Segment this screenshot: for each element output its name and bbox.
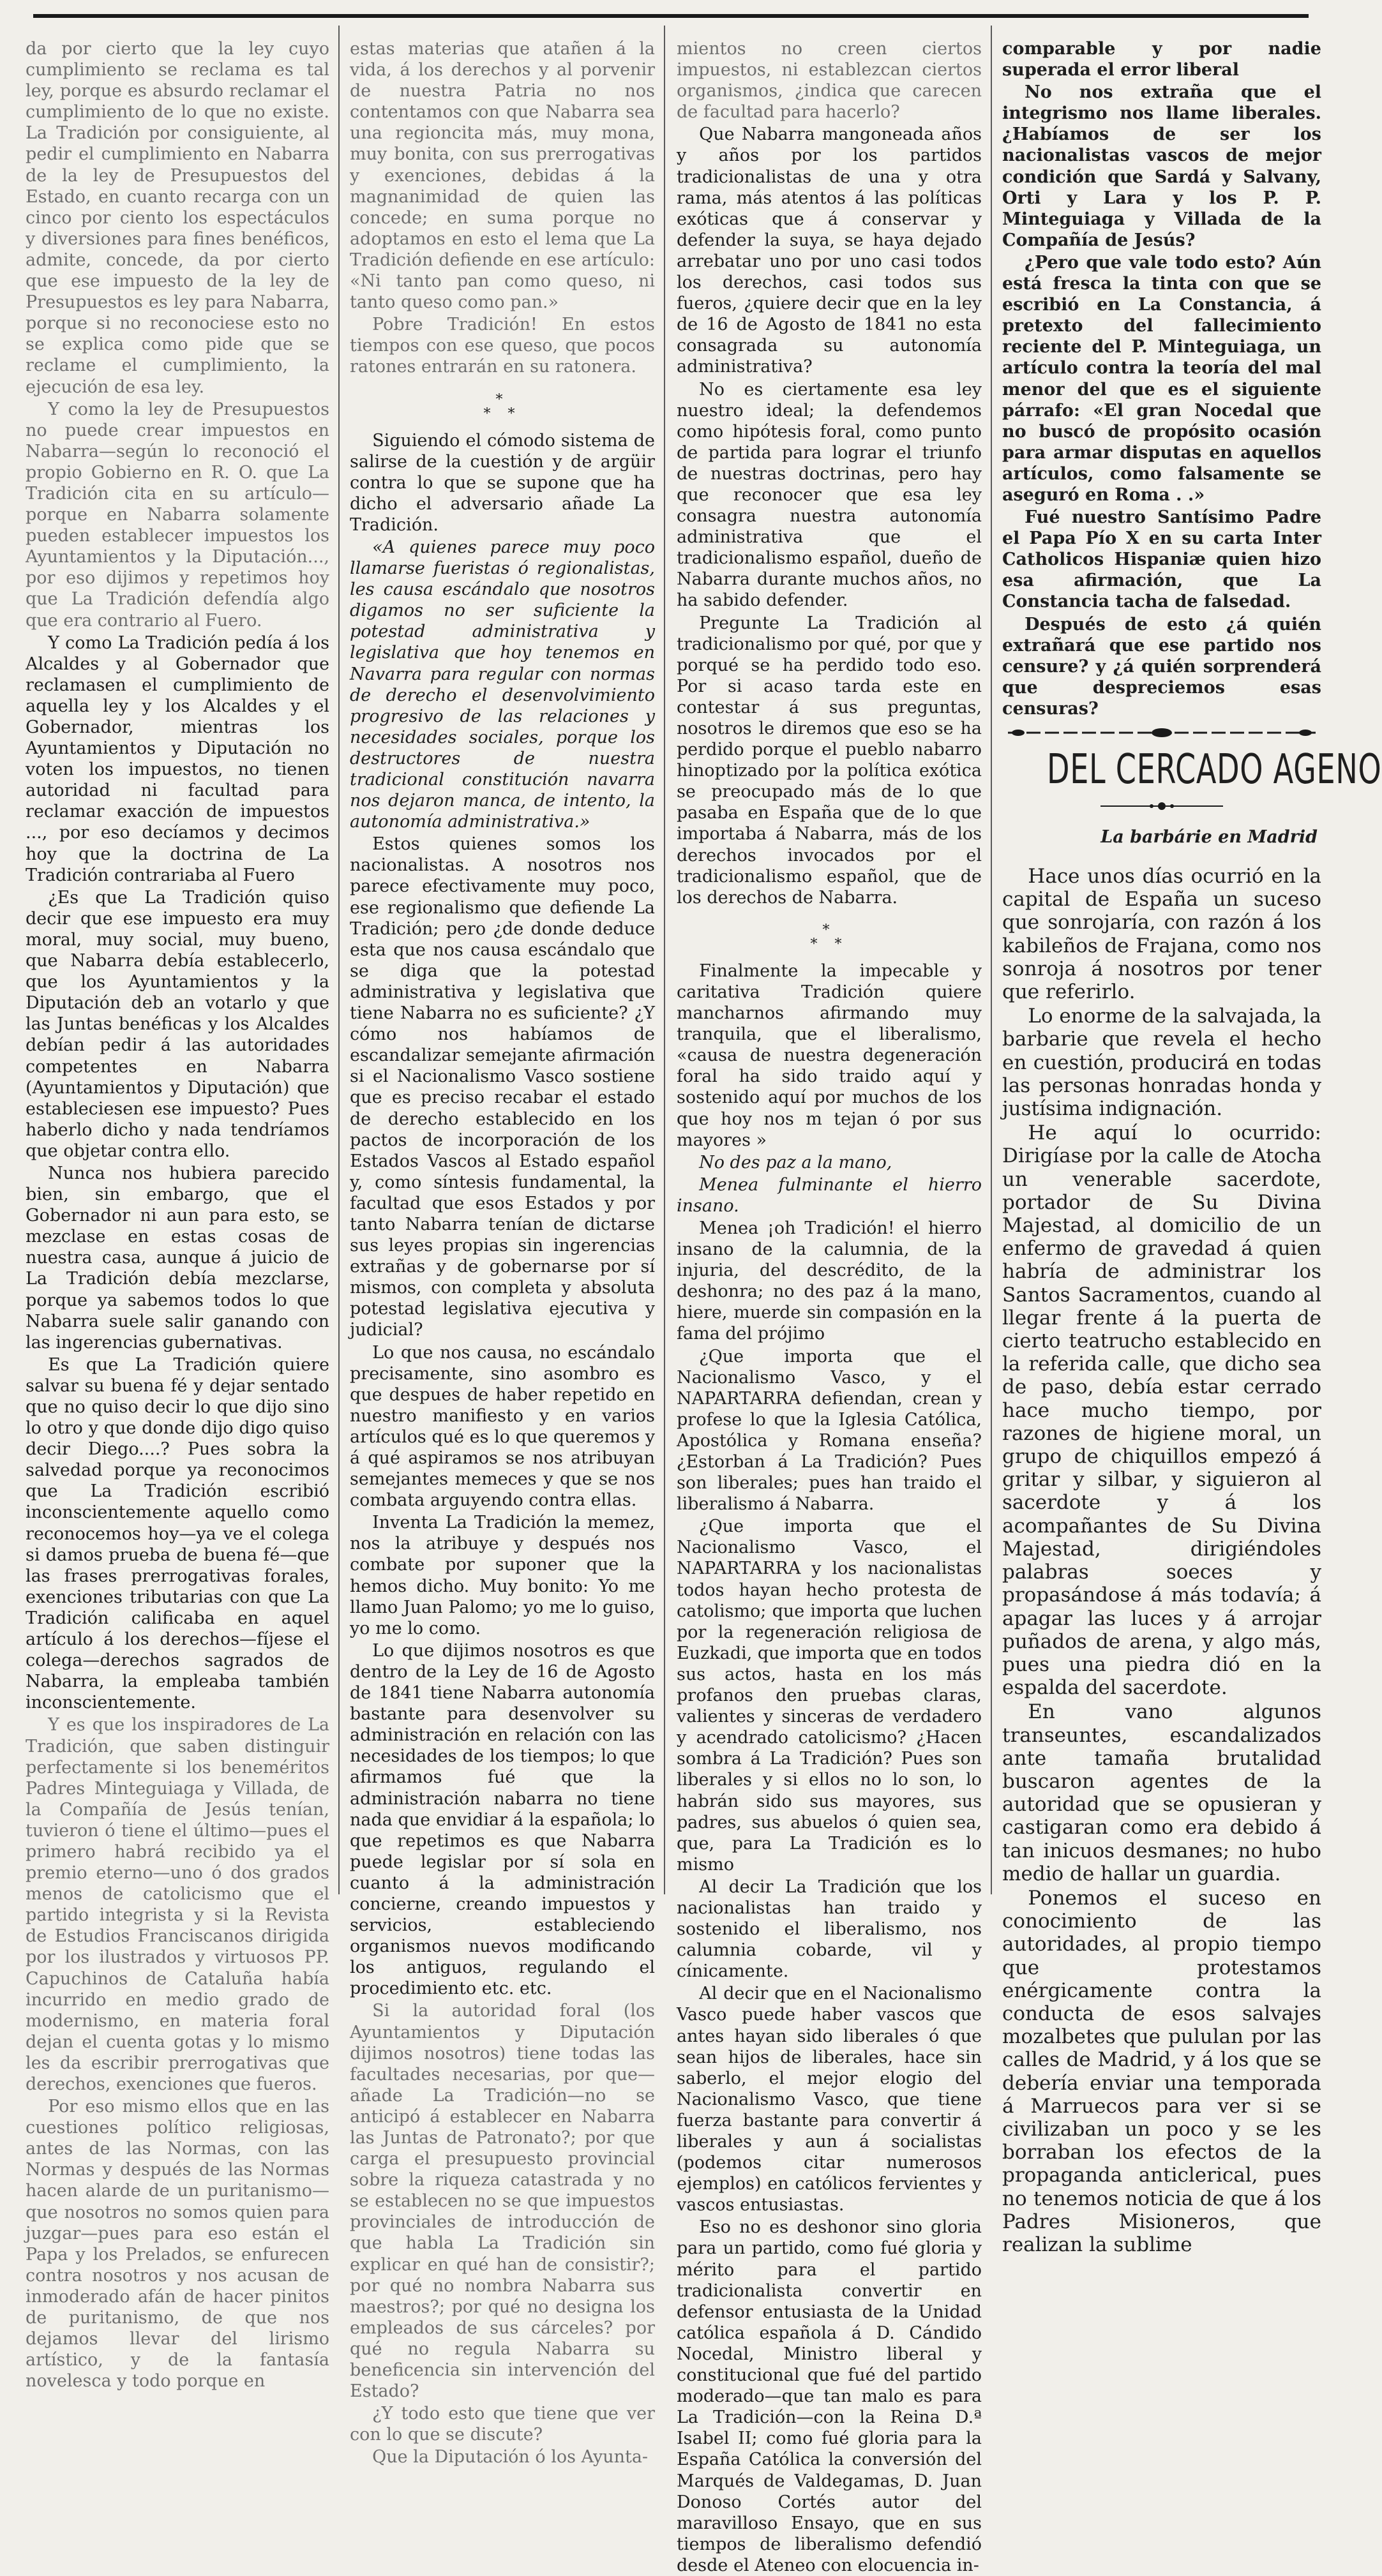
paragraph: Nunca nos hubiera parecido bien, sin embargo, que el Gobernador ni aun para esto, se mezclase en estas cosas de nuestra casa, aunque á juicio de La Tradición debía mezclarse, porque ya sabemos todos lo que Nabarra suele salir ganando con las ingerencias gubernativas.	[26, 1163, 329, 1352]
paragraph: mientos no creen ciertos impuestos, ni establezcan ciertos organismos, ¿indica que carecen de facultad para hacerlo?	[677, 39, 982, 123]
column-3	[677, 38, 982, 2575]
paragraph: Finalmente la impecable y caritativa Tradición quiere mancharnos afirmando muy tranquila, que el liberalismo, «causa de nuestra degeneración foral ha sido traido aquí y sostenido aquí por muchos de los que hoy nos m tejan ó por sus mayores »	[677, 961, 982, 1150]
paragraph: Menea ¡oh Tradición! el hierro insano de la calumnia, de la injuria, del descrédito, de la deshonra; no des paz á la mano, hiere, muerde sin compasión en la fama del prójimo	[677, 1218, 982, 1344]
paragraph: Lo que dijimos nosotros es que dentro de la Ley de 16 de Agosto de 1841 tiene Nabarra autonomía bastante para desenvolver su administración en relación con las necesidades de los tiempos; lo que afirmamos fué que la administración nabarra no tiene nada que envidiar á la española; lo que repetimos es que Nabarra puede legislar por sí sola en cuanto á la administración concierne, creando impuestos y servicios, estableciendo organismos nuevos modificando los antiguos, regulando el procedimiento etc. etc.	[350, 1640, 655, 1999]
paragraph: Estos quienes somos los nacionalistas. A nosotros nos parece efectivamente muy poco, ese regionalismo que defiende La Tradición; pero ¿de donde deduce esta que nos causa escándalo que se diga que la potestad administrativa y legislativa que tiene Nabarra no es suficiente? ¿Y cómo nos habíamos de escandalizar semejante afirmación si el Nacionalismo Vasco sostiene que es preciso recabar el estado de derecho establecido en los pactos de incorporación de los Estados Vascos al Estado español y, como síntesis fundamental, la facultad que esos Estados y por tanto Nabarra tenían de dictarse sus leyes propias sin ingerencias extrañas y de gobernarse por sí mismos, con completa y absoluta potestad legislativa ejecutiva y judicial?	[350, 834, 655, 1340]
section-title: DEL CERCADO AGENO	[1047, 746, 1382, 793]
paragraph: ¿Es que La Tradición quiso decir que ese impuesto era muy moral, muy social, muy bueno, que Nabarra debía establecerlo, que los Ayuntamientos y la Diputación deb an votarlo y que las Juntas benéficas y los Alcaldes debían pedir á las autoridades competentes en Nabarra (Ayuntamientos y Diputación) que estableciesen ese impuesto? Pues haberlo dicho y nada tendríamos que objetar contra ello.	[26, 887, 329, 1161]
paragraph: Siguiendo el cómodo sistema de salirse de la cuestión y de argüir contra lo que se supone que ha dicho el adversario añade La Tradición.	[350, 430, 655, 535]
paragraph: Y como la ley de Presupuestos no puede crear impuestos en Nabarra—según lo reconoció el propio Gobierno en R. O. que La Tradición cita en su artículo—porque en Nabarra solamente pueden establecer impuestos los Ayuntamientos y la Diputación..., por eso dijimos y repetimos hoy que La Tradición defendía algo que era contrario al Fuero.	[26, 399, 329, 631]
paragraph: Que la Diputación ó los Ayunta-	[372, 2447, 649, 2467]
paragraph: No des paz a la mano,	[699, 1152, 892, 1172]
column-2-part-a	[350, 38, 655, 378]
paragraph: Lo enorme de la salvajada, la barbarie que revela el hecho en cuestión, producirá en todas las personas honradas honda y justísima indignación.	[1002, 1005, 1321, 1121]
section-separator-stars: * * *	[483, 391, 522, 422]
paragraph: Pregunte La Tradición al tradicionalismo por qué, por que y porqué se ha perdido todo eso. Por si acaso tarda este en contestar á sus preguntas, nosotros le diremos que eso se ha perdido porque el pueblo nabarro hinoptizado por la política exótica se preocupado más de lo que pasaba en España que de lo que importaba á Nabarra, más de los derechos invocados por el tradicionalismo español, que de los derechos de Nabarra.	[677, 613, 982, 908]
paragraph: Hace unos días ocurrió en la capital de España un suceso que sonrojaría, con razón á los kabileños de Frajana, como nos sonroja á nosotros por tener que referirlo.	[1002, 865, 1321, 1004]
paragraph: Inventa La Tradición la memez, nos la atribuye y después nos combate por suponer que la hemos dicho. Muy bonito: Yo me llamo Juan Palomo; yo me lo guiso, yo me lo como.	[350, 1513, 655, 1638]
paragraph: Por eso mismo ellos que en las cuestiones político religiosas, antes de las Normas, con las Normas y después de las Normas hacen alarde de un puritanismo—que nosotros no somos quien para juzgar—pues para eso están el Papa y los Prelados, se enfurecen contra nosotros y nos acusan de inmoderado afán de hacer pinitos de puritanismo, de que nos dejamos llevar del lirismo artístico, y de la fantasía novelesca y todo porque en	[26, 2097, 329, 2392]
section-separator-stars: * * *	[810, 922, 848, 952]
column-1	[26, 38, 329, 2392]
column-3-part-b	[677, 961, 982, 2576]
paragraph: Ponemos el suceso en conocimiento de las autoridades, al propio tiempo que protestamos enérgicamente contra la conducta de esos salvajes mozalbetes que pululan por las calles de Madrid, y á los que se debería enviar una temporada á Marruecos para ver si se civilizaban un poco y se les borraban los efectos de la propaganda anticlerical, pues no tenemos noticia de que á los Padres Misioneros, que realizan la sublime	[1002, 1886, 1321, 2256]
paragraph: No nos extraña que el integrismo nos llame liberales. ¿Habíamos de ser los nacionalistas vascos de mejor condición que Sardá y Salvany, Orti y Lara y los P. P. Minteguiaga y Villada de la Compañía de Jesús?	[1002, 82, 1321, 250]
top-rule	[33, 14, 1309, 18]
article-subtitle: La barbárie en Madrid	[1100, 827, 1318, 847]
paragraph: Fué nuestro Santísimo Padre el Papa Pío X en su carta Inter Catholicos Hispaniæ quien hizo esa afirmación, que La Constancia tacha de falsedad.	[1002, 507, 1321, 612]
column-3-part-a	[677, 38, 982, 908]
paragraph: Y es que los inspiradores de La Tradición, que saben distinguir perfectamente si los beneméritos Padres Minteguiaga y Villada, de la Compañía de Jesús tenían, tuvieron ó tiene el último—pues el primero habrá recibido ya el premio eterno—uno ó dos grados menos de catolicismo que el partido integrista y si la Revista de Estudios Franciscanos dirigida por los ilustrados y virtuosos PP. Capuchinos de Cataluña había incurrido en medio grado de modernismo, en materia foral dejan el cuenta gotas y lo mismo les da escribir prerrogativas que derechos, exenciones que fueros.	[26, 1715, 329, 2094]
paragraph: «A quienes parece muy poco llamarse fueristas ó regionalistas, les causa escándalo que nosotros digamos no ser suficiente la potestad administrativa y legislativa que hoy tenemos en Navarra para regular con normas de derecho el desenvolvimiento progresivo de las relaciones y necesidades sociales, porque los destructores de nuestra tradicional constitución navarra nos dejaron manca, de intento, la autonomía administrativa.»	[350, 537, 655, 832]
column-4-part-a	[1002, 38, 1321, 719]
paragraph: Si la autoridad foral (los Ayuntamientos y Diputación dijimos nosotros) tiene todas las facultades necesarias, por que—añade La Tradición—no se anticipó á establecer en Nabarra las Juntas de Patronato?; por que carga el presupuesto provincial sobre la riqueza catastrada y no se establecen no se que impuestos provinciales de introducción de que habla La Tradición sin explicar en qué han de consistir?; por qué no nombra Nabarra sus maestros?; por qué no designa los empleados de sus cárceles? por qué no regula Nabarra su beneficencia sin intervención del Estado?	[350, 2001, 655, 2402]
paragraph: No es ciertamente esa ley nuestro ideal; la defendemos como hipótesis foral, como punto de partida para lograr el triunfo de nuestras doctrinas, pero hay que reconocer que esa ley consagra nuestra autonomía administrativa que el tradicionalismo español, dueño de Nabarra durante muchos años, no ha sabido defender.	[677, 379, 982, 611]
column-4	[1002, 38, 1382, 2256]
paragraph: Después de esto ¿á quién extrañará que ese partido nos censure? y ¿á quién sorprenderá que despreciemos esas censuras?	[1002, 614, 1321, 719]
decorative-rule	[1005, 726, 1318, 740]
paragraph: Y como La Tradición pedía á los Alcaldes y al Gobernador que reclamasen el cumplimiento de aquella ley y los Alcaldes y el Gobernador, mientras los Ayuntamientos y Diputación no voten los impuestos, no tienen autoridad ni facultad para reclamar exacción de impuestos ..., por eso decíamos y decimos hoy que la doctrina de La Tradición contrariaba al Fuero	[26, 633, 329, 885]
paragraph: Pobre Tradición! En estos tiempos con ese queso, que pocos ratones entrarán en su ratonera.	[350, 315, 655, 377]
paragraph: estas materias que atañen á la vida, á los derechos y al porvenir de nuestra Patria no nos contentamos con que Nabarra sea una regioncita más, muy mona, muy bonita, con sus prerrogativas y exenciones, debidas á la magnanimidad de quien las concede; en suma porque no adoptamos en esto el lema que La Tradición defiende en ese artículo: «Ni tanto pan como queso, ni tanto queso como pan.»	[350, 39, 655, 313]
column-2-part-b	[350, 430, 655, 2468]
paragraph: ¿Y todo esto que tiene que ver con lo que se discute?	[350, 2404, 655, 2445]
paragraph: Al decir que en el Nacionalismo Vasco puede haber vascos que antes hayan sido liberales ó que sean hijos de liberales, hace sin saberlo, el mejor elogio del Nacionalismo Vasco, que tiene fuerza bastante para convertir á liberales y aun á socialistas (podemos citar numerosos ejemplos) en católicos fervientes y vascos entusiastas.	[677, 1984, 982, 2215]
paragraph: Lo que nos causa, no escándalo precisamente, sino asombro es que despues de haber repetido en nuestro manifiesto y en varios artículos qué es lo que queremos y á qué aspiramos se nos atribuyan semejantes memeces y que se nos combata arguyendo contra ellas.	[350, 1342, 655, 1511]
paragraph: da por cierto que la ley cuyo cumplimiento se reclama es tal ley, porque es absurdo reclamar el cumplimiento de lo que no existe. La Tradición por consiguiente, al pedir el cumplimiento en Nabarra de la ley de Presupuestos del Estado, en cuanto recarga con un cinco por ciento los espectáculos y diversiones para fines benéficos, admite, concede, da por cierto que ese impuesto de la ley de Presupuestos es ley para Nabarra, porque si no reconociese esto no se explica como pide que se reclame el cumplimiento, la ejecución de esa ley.	[26, 39, 329, 397]
paragraph: ¿Que importa que el Nacionalismo Vasco, el NAPARTARRA y los nacionalistas todos hayan hecho protesta de catolismo; que importa que luchen por la regeneración religiosa de Euzkadi, que importa que en todos sus actos, hasta en los más profanos den pruebas claras, valientes y sinceras de verdadero y acendrado catolicismo? ¿Hacen sombra á La Tradición? Pues son liberales y si ellos no lo son, lo habrán sido sus mayores, sus padres, sus abuelos ó quien sea, que, para La Tradición es lo mismo	[677, 1516, 982, 1875]
paragraph: Eso no es deshonor sino gloria para un partido, como fué gloria y mérito para el partido tradicionalista convertir en defensor entusiasta de la Unidad católica española á D. Cándido Nocedal, Ministro liberal y constitucional que fué del partido moderado—que tan malo es para La Tradición—con la Reina D.ª Isabel II; como fué gloria para la España Católica la conversión del Marqués de Valdegamas, D. Juan Donoso Cortés autor del maravilloso Ensayo, que en sus tiempos de liberalismo defendió desde el Ateneo con elocuencia in-	[677, 2217, 982, 2575]
column-divider	[664, 26, 665, 1894]
paragraph: Es que La Tradición quiere salvar su buena fé y dejar sentado que no quiso decir lo que dijo sino lo otro y que donde dijo digo quiso decir Diego....? Pues sobra la salvedad porque ya reconocimos que La Tradición escribió inconscientemente aquello como reconocemos hoy—ya ve el colega si damos prueba de buena fé—que las frases prerrogativas forales, exenciones tributarias con que La Tradición calificaba en aquel artículo á los derechos—fíjese el colega—derechos sagrados de Nabarra, la empleaba también inconscientemente.	[26, 1354, 329, 1713]
paragraph: Que Nabarra mangoneada años y años por los partidos tradicionalistas de una y otra rama, más atentos á las políticas exóticas que á conservar y defender la suya, se haya dejado arrebatar uno por uno casi todos los derechos, casi todos sus fueros, ¿quiere decir que en la ley de 16 de Agosto de 1841 no esta consagrada su autonomía administrativa?	[677, 124, 982, 377]
paragraph: He aquí lo ocurrido: Dirigíase por la calle de Atocha un venerable sacerdote, portador de Su Divina Majestad, al domicilio de un enfermo de gravedad á quien habría de administrar los Santos Sacramentos, cuando al llegar frente á la puerta de cierto teatrucho establecido en la referida calle, que dicho sea de paso, debía estar cerrado hace mucho tiempo, por razones de higiene moral, un grupo de chiquillos empezó á gritar y silbar, y siguieron al sacerdote y á los acompañantes de Su Divina Majestad, dirigiéndoles palabras soeces y propasándose á más todavía; á apagar las luces y á arrojar puñados de arena, y algo más, pues una piedra dió en la espalda del sacerdote.	[1002, 1121, 1321, 1700]
paragraph: comparable y por nadie superada el error liberal	[1002, 39, 1321, 80]
paragraph: En vano algunos transeuntes, escandalizados ante tamaña brutalidad buscaron agentes de la autoridad que se opusieran y castigaran como era debido á tan inicuos desmanes; no hubo medio de hallar un guardia.	[1002, 1700, 1321, 1885]
paragraph: Menea fulminante el hierro insano.	[677, 1174, 982, 1216]
column-2	[350, 38, 655, 2467]
paragraph: Al decir La Tradición que los nacionalistas han traido y sostenido el liberalismo, nos calumnia cobarde, vil y cínicamente.	[677, 1876, 982, 1982]
column-4-part-b	[1002, 865, 1321, 2256]
column-divider	[991, 26, 992, 1894]
paragraph: ¿Pero que vale todo esto? Aún está fresca la tinta con que se escribió en La Constancia, á pretexto del fallecimiento reciente del P. Minteguiaga, un artículo contra la teoría del mal menor del que es el siguiente párrafo: «El gran Nocedal que no buscó de propósito ocasión para armar disputas en aquellos artículos, como falsamente se aseguró en Roma . .»	[1002, 252, 1321, 505]
column-divider	[338, 26, 340, 1894]
paragraph: ¿Que importa que el Nacionalismo Vasco, y el NAPARTARRA defiendan, crean y profese lo que la Iglesia Católica, Apostólica y Romana enseña? ¿Estorban á La Tradición? Pues son liberales; pues han traido el liberalismo á Nabarra.	[677, 1346, 982, 1515]
title-underline-ornament	[1098, 801, 1226, 811]
